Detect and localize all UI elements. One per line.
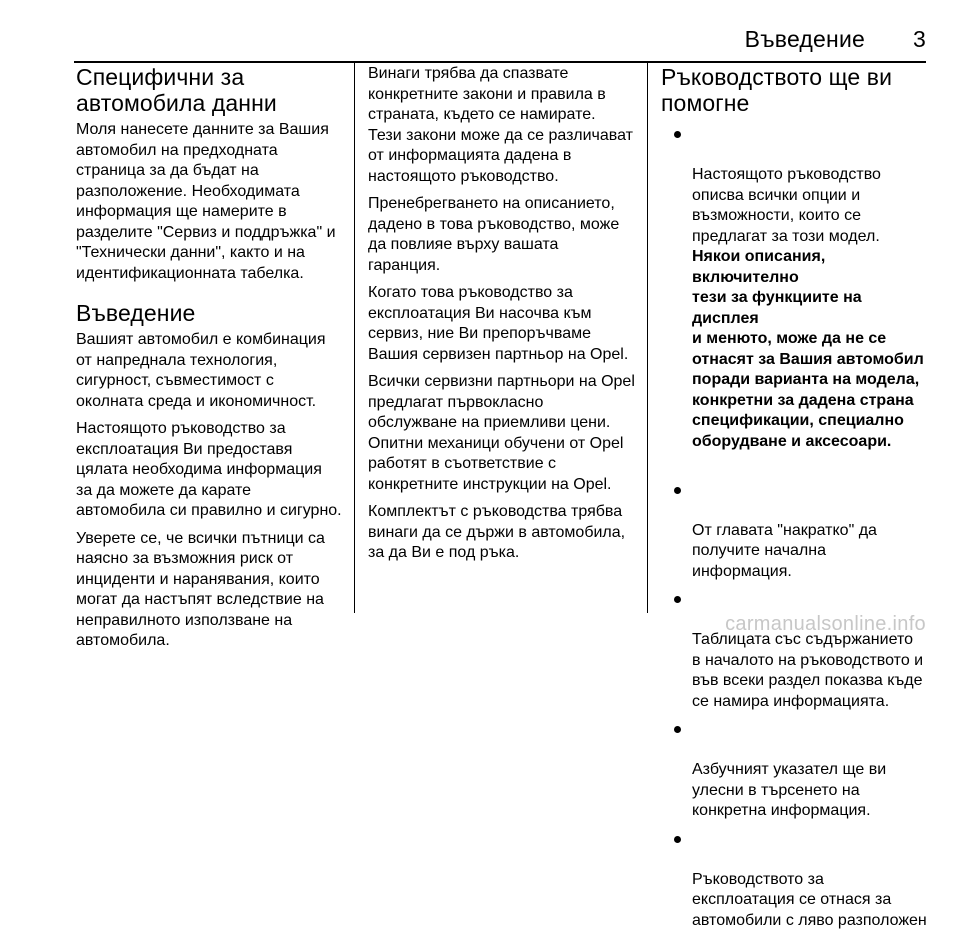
bullet-text: Таблицата със съдържанието в началото на ръководството и във всеки раздел показва къде се намира информацията. bbox=[692, 631, 924, 710]
paragraph: Когато това ръководство за експлоатация Ви насочва към сервиз, ние Ви препоръчваме Вашия сервизен партньор на Opel. bbox=[368, 284, 629, 363]
running-header-title: Въведение bbox=[744, 26, 865, 52]
bullet-text: Азбучният указател ще ви улесни в търсенето на конкретна информация. bbox=[692, 761, 887, 819]
paragraph: Комплектът с ръководства трябва винаги да се държи в автомобила, за да Ви е под ръка. bbox=[368, 503, 626, 561]
bullet-text: От главата "накратко" да получите начална информация. bbox=[692, 521, 877, 580]
bullet-dot-icon bbox=[674, 836, 681, 843]
paragraph: Уверете се, че всички пътници са наясно за възможния риск от инциденти и наранявания, които могат да настъпят вследствие на неправилното използване на автомобила. bbox=[76, 529, 325, 649]
column-divider-2 bbox=[647, 63, 648, 613]
bullet-item bbox=[661, 829, 931, 932]
section-heading-manual-help: Ръководството ще ви помогне bbox=[661, 64, 893, 116]
column-3 bbox=[661, 64, 931, 938]
paragraph: Моля нанесете данните за Вашия автомобил на предходната страница за да бъдат на разположение. Необходимата информация ще намерите в разделите "Сервиз и поддръжка" и "Технически данни", както и на идентификационната табелка. bbox=[76, 121, 336, 282]
bullet-text: Ръководството за експлоатация се отнася за автомобили с ляво разположен bbox=[692, 870, 927, 929]
bullet-item bbox=[661, 124, 931, 473]
column-divider-1 bbox=[354, 63, 355, 613]
paragraph: Настоящото ръководство за експлоатация Ви предоставя цялата необходима информация за да можете да карате автомобила си правилно и сигурно. bbox=[76, 420, 342, 519]
bullet-item bbox=[661, 719, 931, 822]
bullet-text: Настоящото ръководство описва всички опции и възможности, които се предлагат за този модел. bbox=[692, 166, 881, 245]
running-header bbox=[745, 26, 926, 53]
paragraph: Винаги трябва да спазвате конкретните закони и правила в страната, където се намирате. Тези закони може да се различават от информацията дадена в настоящото ръководство. bbox=[368, 65, 633, 185]
bullet-dot-icon bbox=[674, 131, 681, 138]
bullet-dot-icon bbox=[674, 596, 681, 603]
column-1 bbox=[76, 64, 348, 659]
help-bullet-list bbox=[661, 124, 931, 931]
bullet-dot-icon bbox=[674, 726, 681, 733]
bullet-bold-note: Някои описания, включително тези за функциите на дисплея и менюто, може да не се отнасят за Вашия автомобил поради варианта на модела, конкретни за дадена страна спецификации, специално оборудване и аксесоари. bbox=[692, 248, 924, 450]
paragraph: Пренебрегването на описанието, дадено в това ръководство, може да повлияе върху вашата гаранция. bbox=[368, 195, 620, 274]
page-number: 3 bbox=[913, 26, 926, 52]
column-2 bbox=[368, 64, 636, 571]
header-rule bbox=[74, 61, 926, 63]
section-heading-introduction: Въведение bbox=[76, 300, 196, 326]
bullet-item bbox=[661, 589, 931, 712]
bullet-item bbox=[661, 480, 931, 583]
watermark: carmanualsonline.info bbox=[725, 613, 926, 635]
paragraph: Вашият автомобил е комбинация от напреднала технология, сигурност, съвместимост с околната среда и икономичност. bbox=[76, 331, 326, 410]
section-heading-vehicle-data: Специфични за автомобила данни bbox=[76, 64, 277, 116]
paragraph: Всички сервизни партньори на Opel предлагат първокласно обслужване на приемливи цени. Опитни механици обучени от Opel работят в съответствие с конкретните инструкции на Opel. bbox=[368, 373, 635, 493]
bullet-dot-icon bbox=[674, 487, 681, 494]
